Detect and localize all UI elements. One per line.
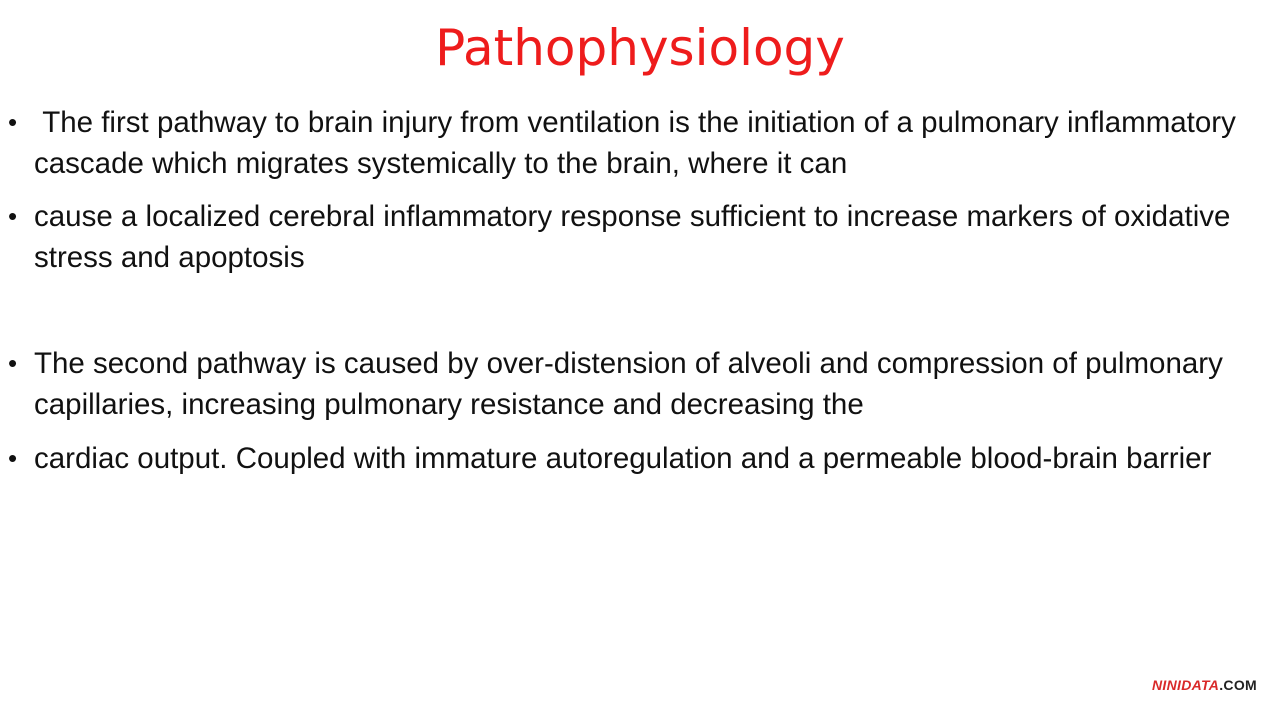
bullet-text: cardiac output. Coupled with immature autoregulation and a permeable blood-brain barrier [34, 442, 1212, 475]
slide-title: Pathophysiology [435, 19, 845, 77]
bullet-text: The second pathway is caused by over-distension of alveoli and compression of pulmonary capillaries, increasing pulmonary resistance and decreasing the [34, 347, 1223, 421]
bullet-text: The first pathway to brain injury from ventilation is the initiation of a pulmonary inflammatory cascade which migrates systemically to the brain, where it can [34, 106, 1245, 180]
bullet-item [8, 343, 1274, 425]
bullet-item [8, 102, 1274, 184]
bullet-item [8, 196, 1274, 278]
bullet-item [8, 438, 1274, 479]
bullet-icon: • [8, 348, 18, 378]
bullet-icon: • [8, 443, 18, 473]
watermark-logo [1152, 677, 1257, 693]
bullet-icon: • [8, 201, 18, 231]
watermark-brand: NINIDATA [1152, 677, 1220, 693]
bullet-text: cause a localized cerebral inflammatory response sufficient to increase markers of oxidative stress and apoptosis [34, 200, 1231, 274]
bullet-icon: • [8, 107, 18, 137]
watermark-tld: .COM [1219, 677, 1257, 693]
